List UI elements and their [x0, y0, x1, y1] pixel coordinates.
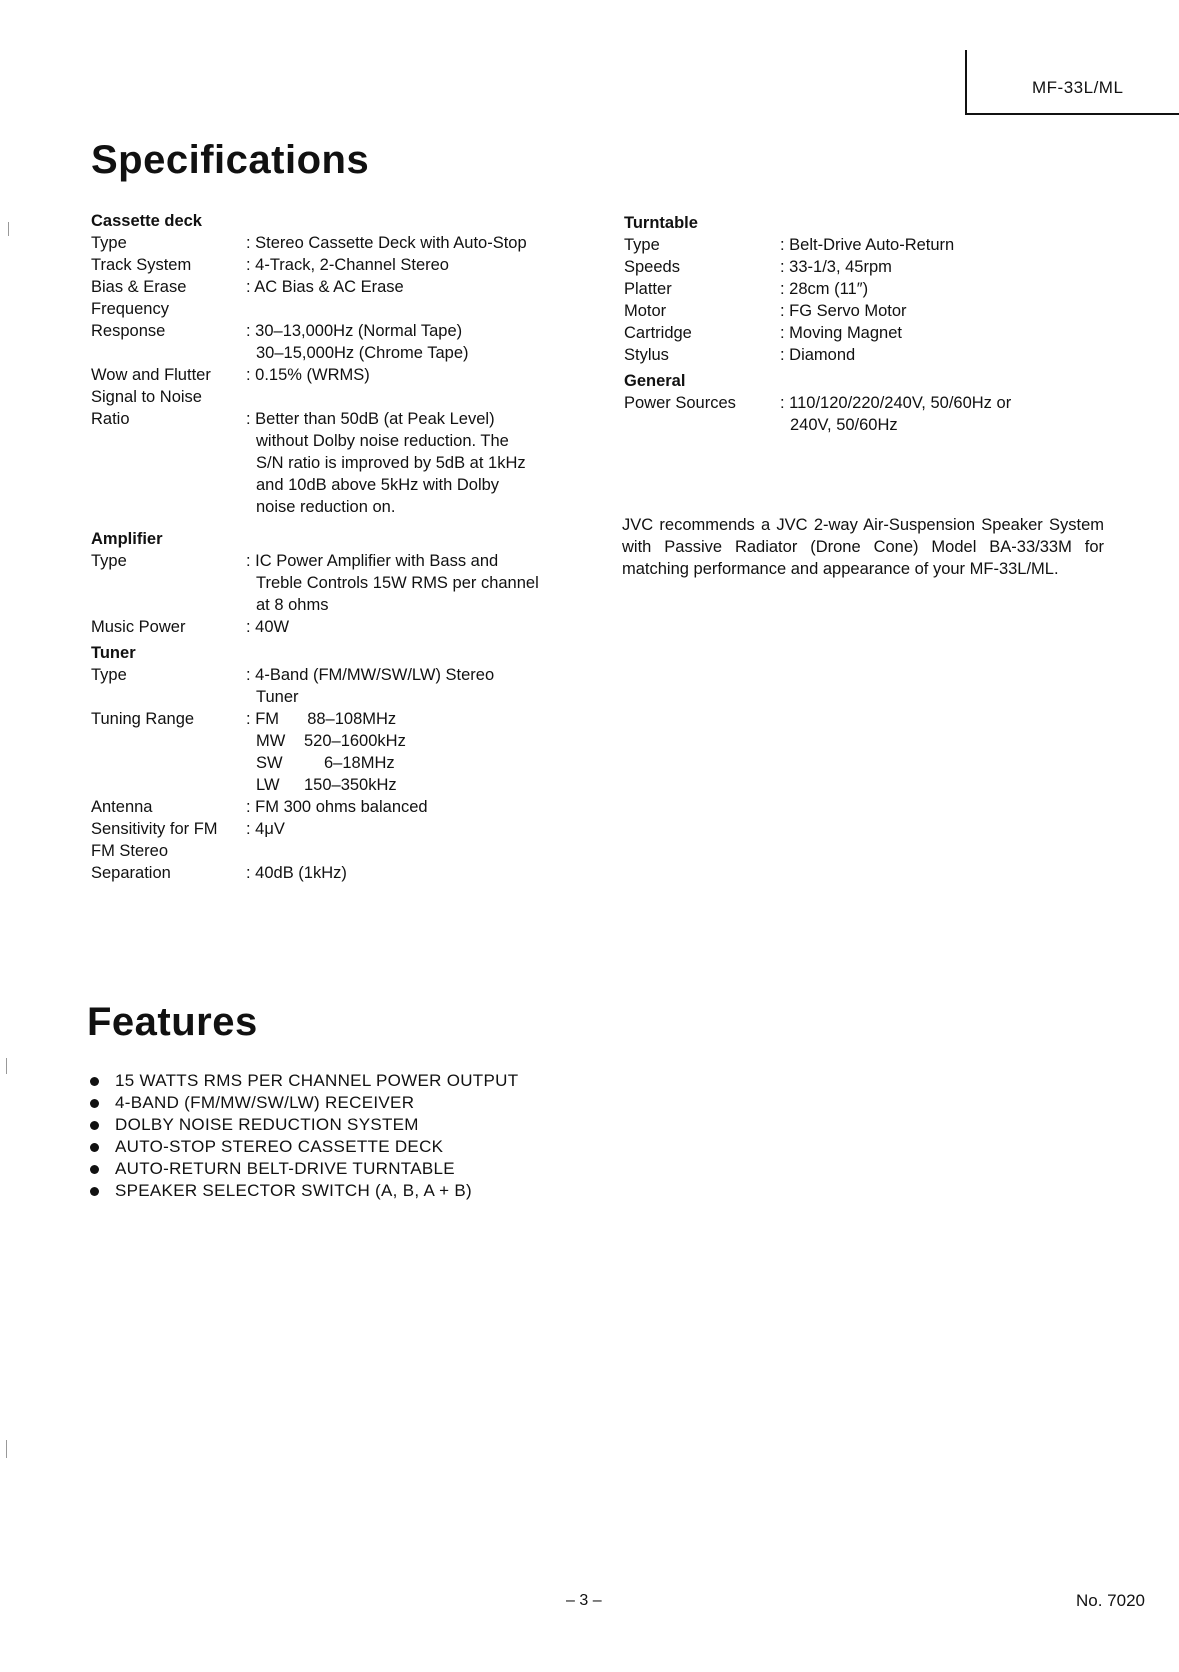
spec-row-cartridge	[624, 322, 1124, 344]
feature-text: DOLBY NOISE REDUCTION SYSTEM	[115, 1115, 419, 1134]
bullet-icon	[90, 1099, 99, 1108]
scan-mark	[6, 1440, 7, 1458]
spec-value: : IC Power Amplifier with Bass and	[246, 552, 499, 570]
spec-label: Antenna	[91, 798, 153, 816]
spec-label: Wow and Flutter	[91, 366, 211, 384]
spec-row-bias-erase	[91, 276, 611, 298]
spec-label: Ratio	[91, 410, 130, 428]
spec-row-wow-flutter	[91, 364, 611, 386]
page-number: – 3 –	[566, 1592, 602, 1609]
scan-mark	[8, 222, 9, 236]
spec-value-cont: 30–15,000Hz (Chrome Tape)	[256, 344, 469, 362]
tuning-band: FM	[255, 710, 280, 728]
tuning-band-range: 88–108MHz	[307, 710, 397, 728]
spec-label: Type	[91, 552, 127, 570]
tuning-band: SW	[256, 754, 283, 772]
spec-value: : AC Bias & AC Erase	[246, 278, 404, 296]
spec-row-turntable-type	[624, 234, 1124, 256]
spec-row-music-power	[91, 616, 611, 638]
spec-row-sn-ratio	[91, 408, 611, 518]
spec-value: : Diamond	[780, 346, 856, 364]
bullet-icon	[90, 1143, 99, 1152]
spec-label: Speeds	[624, 258, 680, 276]
tuning-band-row	[246, 730, 611, 752]
spec-label: Response	[91, 322, 166, 340]
bullet-icon	[90, 1121, 99, 1130]
spec-row-amplifier-type	[91, 550, 611, 616]
tuning-band-row	[246, 708, 611, 730]
spec-row-sensitivity	[91, 818, 611, 840]
spec-value-cont: without Dolby noise reduction. The	[256, 432, 509, 450]
spec-label: Music Power	[91, 618, 186, 636]
tuning-band-range: 520–1600kHz	[304, 732, 406, 750]
spec-row-motor	[624, 300, 1124, 322]
spec-label: Type	[91, 666, 127, 684]
spec-value-cont: Tuner	[256, 688, 299, 706]
spec-label: Stylus	[624, 346, 669, 364]
section-heading-tuner: Tuner	[91, 644, 136, 662]
spec-value: : FM 300 ohms balanced	[246, 798, 428, 816]
spec-row-stylus	[624, 344, 1124, 366]
tuning-colon: :	[246, 710, 251, 728]
bullet-icon	[90, 1187, 99, 1196]
spec-label: Cartridge	[624, 324, 692, 342]
spec-value-cont: 240V, 50/60Hz	[790, 416, 898, 434]
specs-left-column	[91, 210, 611, 884]
bullet-icon	[90, 1165, 99, 1174]
spec-value: : Stereo Cassette Deck with Auto-Stop	[246, 234, 527, 252]
feature-item	[88, 1180, 518, 1202]
section-heading-cassette-deck: Cassette deck	[91, 212, 202, 230]
spec-label: Track System	[91, 256, 192, 274]
tuning-band-row	[246, 774, 611, 796]
model-number: MF-33L/ML	[1032, 78, 1124, 97]
feature-text: AUTO-STOP STEREO CASSETTE DECK	[115, 1137, 444, 1156]
spec-row-antenna	[91, 796, 611, 818]
section-heading-amplifier: Amplifier	[91, 530, 163, 548]
spec-label: Separation	[91, 864, 171, 882]
feature-item	[88, 1158, 518, 1180]
spec-value: : 110/120/220/240V, 50/60Hz or	[780, 394, 1012, 412]
spec-label: Power Sources	[624, 394, 736, 412]
feature-text: AUTO-RETURN BELT-DRIVE TURNTABLE	[115, 1159, 455, 1178]
spec-row-frequency-response	[91, 320, 611, 364]
spec-label-signal-to-noise: Signal to Noise	[91, 388, 202, 406]
specifications-title: Specifications	[91, 138, 370, 182]
spec-value: : 33-1/3, 45rpm	[780, 258, 892, 276]
tuning-band-range: 6–18MHz	[324, 754, 395, 772]
section-heading-general: General	[624, 372, 686, 390]
spec-value-cont: and 10dB above 5kHz with Dolby	[256, 476, 500, 494]
feature-text: 15 WATTS RMS PER CHANNEL POWER OUTPUT	[115, 1071, 519, 1090]
tuning-band: MW	[256, 732, 286, 750]
feature-item	[88, 1070, 518, 1092]
spec-value-cont: Treble Controls 15W RMS per channel	[256, 574, 539, 592]
feature-text: SPEAKER SELECTOR SWITCH (A, B, A + B)	[115, 1181, 473, 1200]
section-heading-turntable: Turntable	[624, 214, 698, 232]
features-list	[88, 1070, 518, 1202]
tuning-band-range: 150–350kHz	[304, 776, 397, 794]
spec-value-cont: noise reduction on.	[256, 498, 396, 516]
tuning-band-row	[246, 752, 611, 774]
spec-value: : Moving Magnet	[780, 324, 902, 342]
spec-value-cont: at 8 ohms	[256, 596, 329, 614]
spec-label-frequency: Frequency	[91, 300, 169, 318]
feature-item	[88, 1092, 518, 1114]
bullet-icon	[90, 1077, 99, 1086]
spec-label: Motor	[624, 302, 667, 320]
document-number: No. 7020	[1076, 1591, 1145, 1610]
spec-label: Type	[91, 234, 127, 252]
spec-label: Bias & Erase	[91, 278, 187, 296]
spec-label-fm-stereo: FM Stereo	[91, 842, 169, 860]
spec-value: : 4-Track, 2-Channel Stereo	[246, 256, 449, 274]
spec-row-speeds	[624, 256, 1124, 278]
spec-value: : 4-Band (FM/MW/SW/LW) Stereo	[246, 666, 495, 684]
spec-label: Platter	[624, 280, 672, 298]
spec-value: : Better than 50dB (at Peak Level)	[246, 410, 495, 428]
spec-row-separation	[91, 862, 611, 884]
spec-value: : 28cm (11″)	[780, 280, 869, 298]
feature-item	[88, 1114, 518, 1136]
spec-value: : FG Servo Motor	[780, 302, 907, 320]
spec-value: : 30–13,000Hz (Normal Tape)	[246, 322, 463, 340]
spec-row-platter	[624, 278, 1124, 300]
scan-mark	[6, 1058, 7, 1074]
speaker-recommendation-note: JVC recommends a JVC 2-way Air-Suspension Speaker System with Passive Radiator (Drone Cone) Model BA-33/33M for matching performance and appearance of your MF-33L/ML.	[622, 516, 1104, 578]
spec-value: : 0.15% (WRMS)	[246, 366, 370, 384]
spec-value: : 40W	[246, 618, 290, 636]
spec-value: : 4μV	[246, 820, 285, 838]
features-title: Features	[87, 1000, 258, 1044]
spec-value: : Belt-Drive Auto-Return	[780, 236, 955, 254]
specs-right-column	[624, 212, 1124, 436]
spec-row-tuner-type	[91, 664, 611, 708]
feature-item	[88, 1136, 518, 1158]
spec-label: Type	[624, 236, 660, 254]
spec-row-track-system	[91, 254, 611, 276]
spec-value: : 40dB (1kHz)	[246, 864, 347, 882]
spec-row-tuning-range	[91, 708, 611, 796]
spec-value-cont: S/N ratio is improved by 5dB at 1kHz	[256, 454, 526, 472]
feature-text: 4-BAND (FM/MW/SW/LW) RECEIVER	[115, 1093, 415, 1112]
spec-row-power-sources	[624, 392, 1124, 436]
spec-label: Sensitivity for FM	[91, 820, 218, 838]
spec-label: Tuning Range	[91, 710, 195, 728]
model-header-box	[965, 50, 1179, 115]
tuning-band: LW	[256, 776, 280, 794]
spec-row-cassette-type	[91, 232, 611, 254]
